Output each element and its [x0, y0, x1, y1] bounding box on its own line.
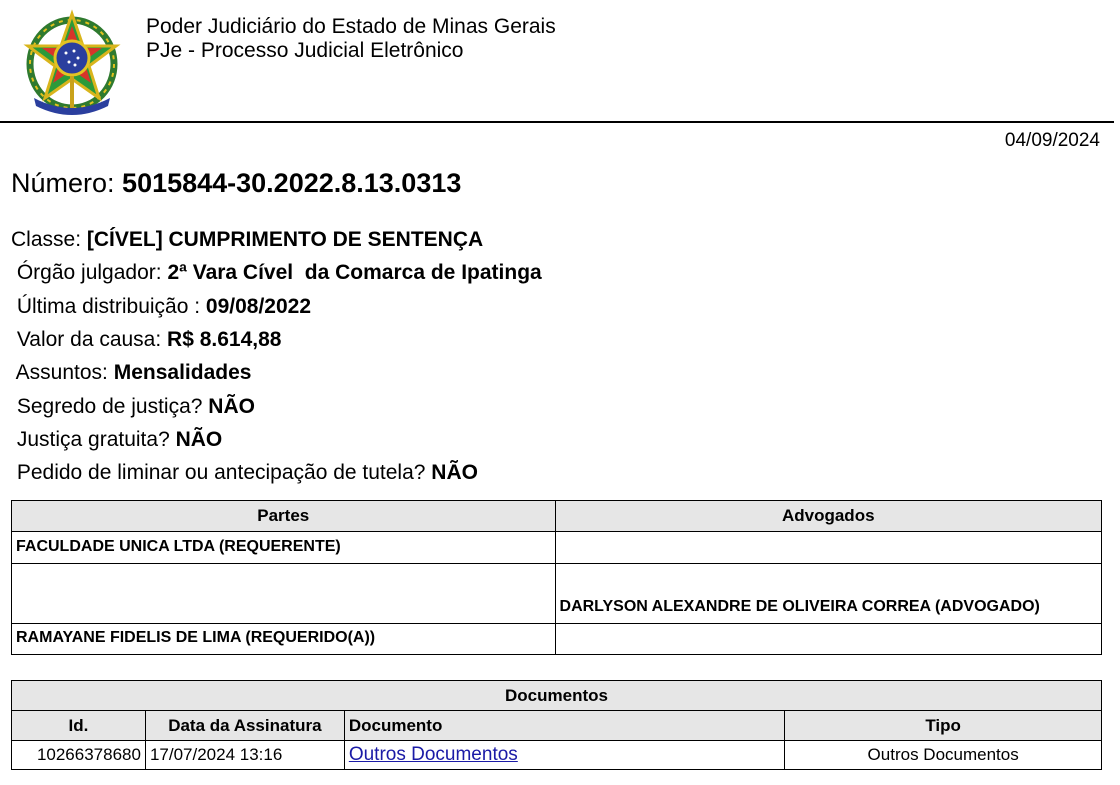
process-number-label: Número:: [11, 168, 123, 198]
brasao-logo-icon: [22, 6, 130, 118]
column-header-data-assinatura: Data da Assinatura: [145, 711, 344, 741]
field-value: NÃO: [431, 461, 478, 484]
parte-cell: [12, 564, 556, 624]
parte-cell: FACULDADE UNICA LTDA (REQUERENTE): [12, 532, 556, 564]
field-classe: [11, 228, 483, 252]
column-header-id: Id.: [12, 711, 146, 741]
field-segredo-justica: [11, 395, 255, 419]
parte-cell: RAMAYANE FIDELIS DE LIMA (REQUERIDO(A)): [12, 624, 556, 655]
column-header-tipo: Tipo: [785, 711, 1102, 741]
table-row: [12, 532, 1102, 564]
field-label: Pedido de liminar ou antecipação de tutela?: [11, 461, 432, 484]
table-row: [12, 741, 1102, 770]
field-value: 2ª Vara Cível da Comarca de Ipatinga: [167, 261, 542, 284]
field-pedido-liminar: [11, 461, 478, 485]
header-title-line2: PJe - Processo Judicial Eletrônico: [146, 39, 464, 62]
documento-link[interactable]: Outros Documentos: [348, 744, 518, 765]
doc-link-cell: [344, 741, 784, 770]
table-row: [12, 564, 1102, 624]
report-date: 04/09/2024: [1004, 130, 1100, 151]
table-row: [12, 624, 1102, 655]
field-value: R$ 8.614,88: [167, 328, 282, 351]
field-value: NÃO: [208, 395, 255, 418]
documentos-table: [11, 680, 1102, 770]
field-assuntos: [11, 361, 251, 385]
table-header-row: [12, 711, 1102, 741]
field-value: 09/08/2022: [205, 295, 312, 318]
advogado-cell: [555, 624, 1101, 655]
field-value: [CÍVEL] CUMPRIMENTO DE SENTENÇA: [86, 228, 484, 251]
process-number-value: 5015844-30.2022.8.13.0313: [122, 168, 462, 198]
field-ultima-distribuicao: [11, 295, 311, 319]
field-value: Mensalidades: [113, 361, 252, 384]
field-label: Justiça gratuita?: [11, 428, 176, 451]
doc-tipo-cell: Outros Documentos: [785, 741, 1102, 770]
field-label: Órgão julgador:: [11, 261, 168, 284]
partes-table: [11, 500, 1102, 655]
process-number: [11, 167, 461, 199]
column-header-documento: Documento: [344, 711, 784, 741]
documentos-title: Documentos: [12, 681, 1102, 711]
column-header-partes: Partes: [12, 501, 556, 532]
doc-data-cell: 17/07/2024 13:16: [145, 741, 344, 770]
field-label: Assuntos:: [11, 361, 114, 384]
advogado-cell: [555, 532, 1101, 564]
field-value: NÃO: [175, 428, 223, 451]
table-header-row: [12, 501, 1102, 532]
field-justica-gratuita: [11, 428, 222, 452]
table-title-row: [12, 681, 1102, 711]
field-label: Valor da causa:: [11, 328, 168, 351]
field-valor-causa: [11, 328, 281, 352]
header-title-line1: Poder Judiciário do Estado de Minas Gerais: [146, 15, 556, 38]
field-label: Classe:: [11, 228, 87, 251]
doc-id-cell: 10266378680: [12, 741, 146, 770]
column-header-advogados: Advogados: [555, 501, 1101, 532]
field-label: Segredo de justiça?: [11, 395, 209, 418]
field-label: Última distribuição :: [11, 295, 206, 318]
header-divider: [0, 121, 1114, 123]
field-orgao-julgador: [11, 261, 542, 285]
advogado-cell: DARLYSON ALEXANDRE DE OLIVEIRA CORREA (ADVOGADO): [555, 564, 1101, 624]
